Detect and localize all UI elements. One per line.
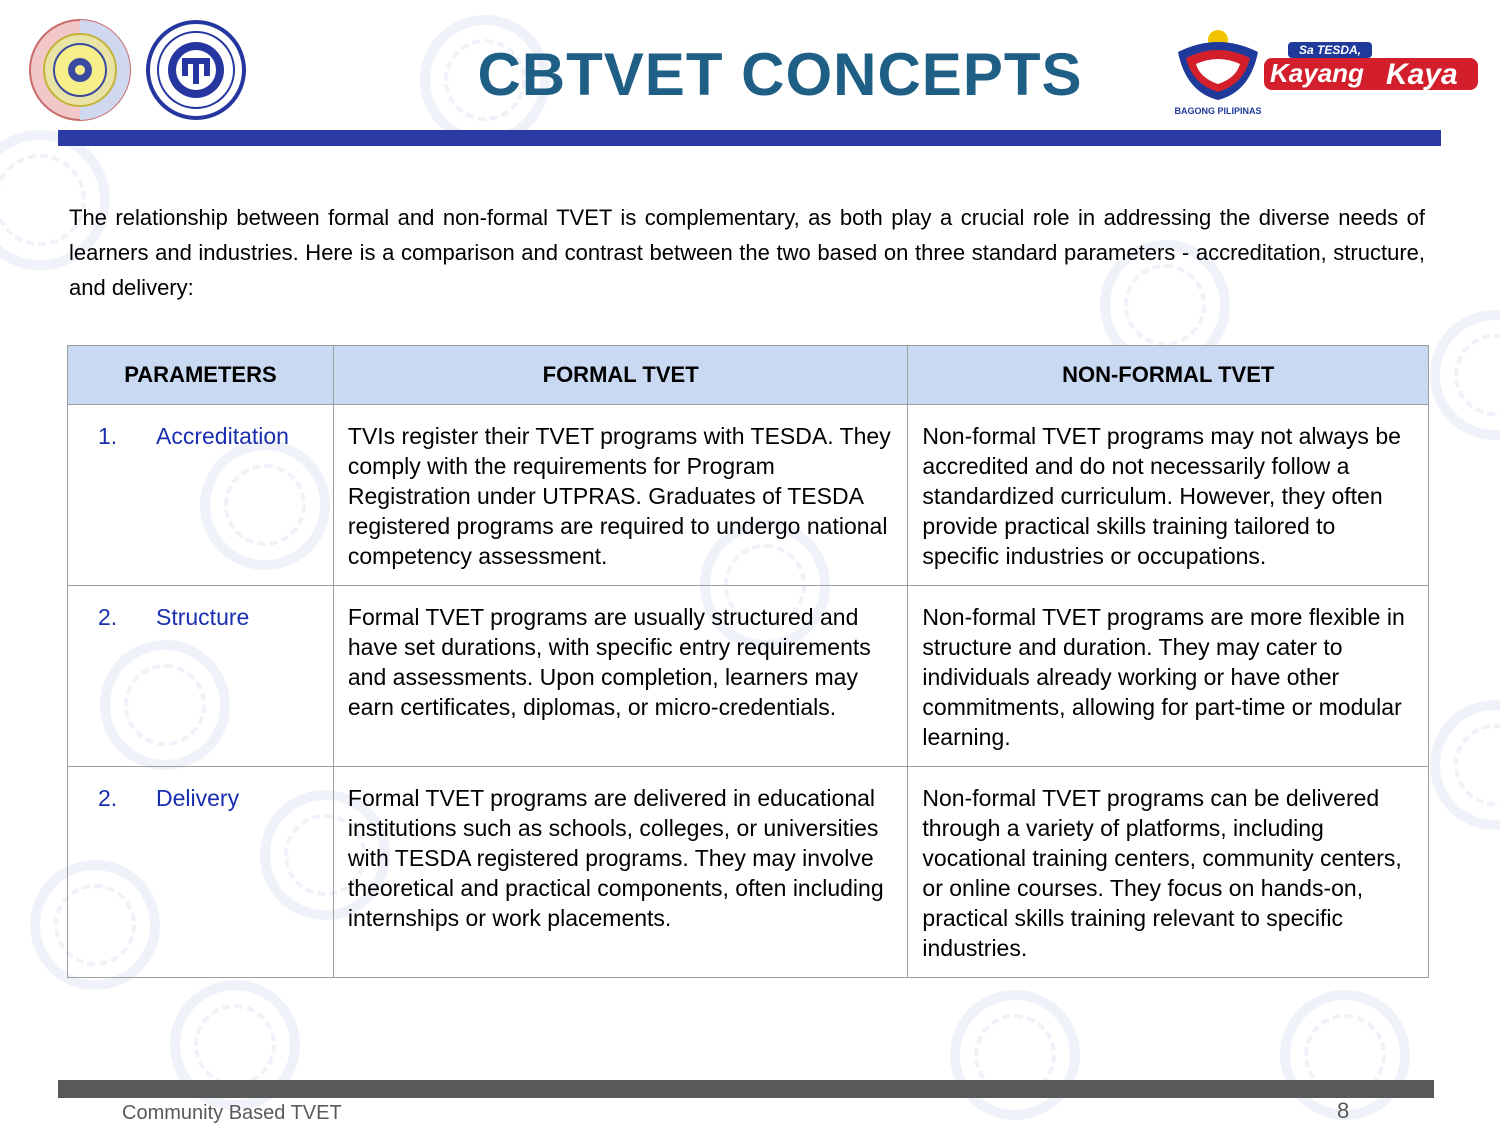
parameter-number: 1. xyxy=(98,423,118,449)
page-number: 8 xyxy=(1337,1098,1350,1123)
title-underline-bar xyxy=(58,130,1441,146)
page-title: CBTVET CONCEPTS xyxy=(477,41,1083,108)
intro-paragraph: The relationship between formal and non-formal TVET is complementary, as both play a crucial role in addressing the diverse needs of learners and industries. Here is a comparison and contrast between the two based on three standard parameters - accreditation, structure, and delivery: xyxy=(69,205,1425,300)
parameter-cell xyxy=(68,767,334,978)
watermark-seal xyxy=(950,990,1080,1120)
table-header-row xyxy=(68,346,1429,405)
dole-logo xyxy=(28,18,132,122)
nonformal-cell: Non-formal TVET programs can be delivered through a variety of platforms, including vocational training centers, community centers, or online courses. They focus on hands-on, practical skills training relevant to specific industries. xyxy=(908,767,1429,978)
comparison-table xyxy=(67,345,1429,978)
nonformal-cell: Non-formal TVET programs may not always be accredited and do not necessarily follow a standardized curriculum. However, they often provide practical skills training tailored to specific industries or occupations. xyxy=(908,405,1429,586)
parameter-cell xyxy=(68,405,334,586)
parameter-number: 2. xyxy=(98,785,118,811)
bagong-pilipinas-logo xyxy=(1158,22,1278,118)
parameter-label: Delivery xyxy=(156,785,240,811)
slogan-kaya: Kaya xyxy=(1386,58,1458,91)
parameter-label: Structure xyxy=(156,604,250,630)
table-row xyxy=(68,767,1429,978)
header-formal-tvet: FORMAL TVET xyxy=(333,346,908,405)
parameter-number: 2. xyxy=(98,604,118,630)
kayang-kaya-logo xyxy=(1262,40,1480,94)
watermark-seal xyxy=(1430,310,1500,440)
table-row xyxy=(68,586,1429,767)
header-parameters: PARAMETERS xyxy=(68,346,334,405)
header-nonformal-tvet: NON-FORMAL TVET xyxy=(908,346,1429,405)
table-row xyxy=(68,405,1429,586)
footer-bar xyxy=(58,1080,1434,1098)
bagong-pilipinas-label: BAGONG PILIPINAS xyxy=(1174,106,1262,116)
slogan-line1: Sa TESDA, xyxy=(1298,43,1362,57)
parameter-cell xyxy=(68,586,334,767)
formal-cell: Formal TVET programs are delivered in educational institutions such as schools, colleges, or universities with TESDA registered programs. They may involve theoretical and practical components, often including internships or work placements. xyxy=(333,767,908,978)
formal-cell: Formal TVET programs are usually structured and have set durations, with specific entry requirements and assessments. Upon completion, learners may earn certificates, diplomas, or micro-credentials. xyxy=(333,586,908,767)
watermark-seal xyxy=(1430,700,1500,830)
parameter-label: Accreditation xyxy=(156,423,289,449)
nonformal-cell: Non-formal TVET programs are more flexible in structure and duration. They may cater to individuals already working or have other commitments, allowing for part-time or modular learning. xyxy=(908,586,1429,767)
tesda-logo xyxy=(146,20,246,120)
footer-text: Community Based TVET xyxy=(122,1102,342,1124)
slogan-kayang: Kayang xyxy=(1270,58,1364,88)
formal-cell: TVIs register their TVET programs with TESDA. They comply with the requirements for Program Registration under UTPRAS. Graduates of TESDA registered programs are required to undergo national competency assessment. xyxy=(333,405,908,586)
